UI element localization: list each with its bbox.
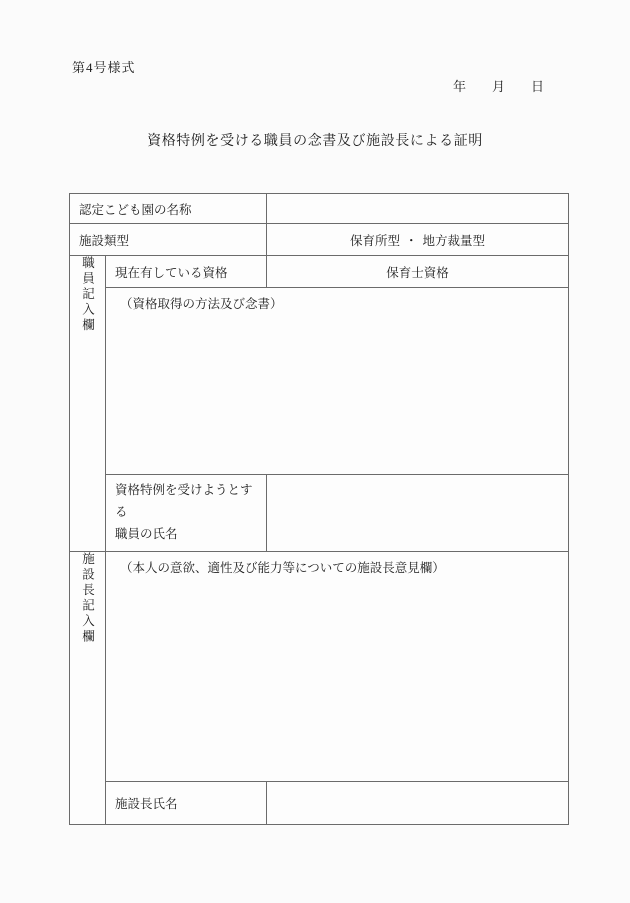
facility-type-option-hoikusho[interactable]: 保育所型	[349, 233, 400, 248]
staff-name-label-line1: 資格特例を受けようとする	[115, 483, 253, 519]
current-qualification-label: 現在有している資格	[115, 265, 228, 280]
director-name-label: 施設長氏名	[115, 796, 178, 811]
facility-type-separator: ・	[405, 233, 418, 248]
facility-name-value	[267, 194, 568, 223]
qualification-memo-cell[interactable]	[106, 288, 569, 475]
director-name-value-cell[interactable]	[267, 781, 569, 824]
date-year-label: 年	[452, 79, 466, 94]
table-row-facility-type	[70, 224, 569, 256]
director-opinion-cell[interactable]	[106, 551, 569, 781]
staff-section-rail-cell	[70, 256, 106, 552]
director-opinion-note: （本人の意欲、適性及び能力等についての施設長意見欄）	[120, 560, 445, 575]
facility-type-label-cell	[70, 224, 267, 256]
form-number: 第4号様式	[72, 60, 136, 75]
staff-name-label-cell	[106, 475, 267, 552]
table-row-director-opinion	[70, 551, 569, 781]
table-row-current-qualification	[70, 256, 569, 288]
table-row-facility-name	[70, 194, 569, 224]
current-qualification-label-cell	[106, 256, 267, 288]
qualification-memo-note: （資格取得の方法及び念書）	[120, 297, 283, 311]
director-opinion-value	[106, 577, 568, 589]
facility-name-label: 認定こども園の名称	[79, 202, 192, 217]
qualification-memo-value	[106, 314, 568, 326]
table-row-qualification-memo	[70, 288, 569, 475]
date-month-label: 月	[491, 79, 505, 94]
director-name-label-cell	[106, 781, 267, 824]
facility-name-value-cell[interactable]	[267, 194, 569, 224]
certification-form-table	[69, 193, 569, 825]
staff-section-rail	[70, 256, 105, 334]
current-qualification-value-cell[interactable]	[267, 256, 569, 288]
facility-name-label-cell	[70, 194, 267, 224]
facility-type-value-cell[interactable]	[267, 224, 569, 256]
facility-type-option-chiho[interactable]: 地方裁量型	[422, 233, 486, 248]
director-section-rail-label: 施設長記入欄	[80, 551, 95, 645]
staff-section-rail-label: 職員記入欄	[80, 256, 95, 334]
table-row-staff-name	[70, 475, 569, 552]
director-section-rail-cell	[70, 551, 106, 824]
staff-name-value-cell[interactable]	[267, 475, 569, 552]
director-name-value	[267, 782, 568, 824]
staff-name-label	[106, 475, 266, 551]
date-day-label: 日	[530, 79, 544, 94]
director-section-rail	[70, 552, 105, 645]
staff-name-value	[267, 475, 568, 551]
page-title: 資格特例を受ける職員の念書及び施設長による証明	[147, 134, 483, 149]
current-qualification-value: 保育士資格	[386, 265, 449, 280]
facility-type-options	[267, 224, 568, 255]
table-row-director-name	[70, 781, 569, 824]
date-line	[0, 76, 544, 95]
staff-name-label-line2: 職員の氏名	[115, 526, 178, 541]
facility-type-label: 施設類型	[79, 233, 130, 248]
